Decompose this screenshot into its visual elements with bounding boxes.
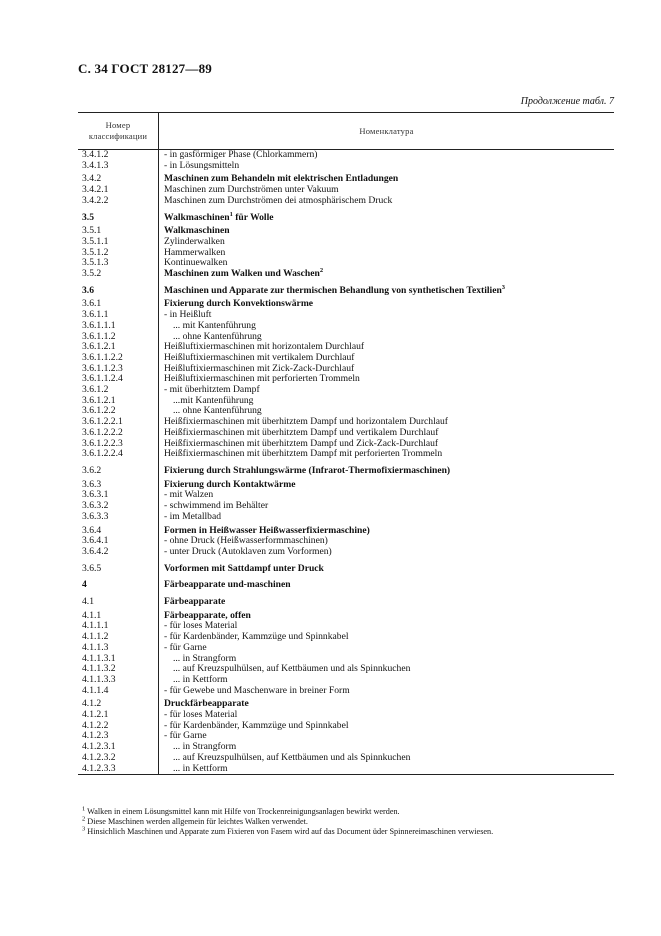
classification-number: 3.6.3.1 — [82, 489, 109, 501]
classification-number: 3.6.1.2.1 — [82, 394, 116, 406]
nomenclature-item — [159, 161, 614, 172]
nomenclature-item — [159, 580, 614, 591]
classification-number: 4.1.2.2 — [82, 719, 109, 731]
nomenclature-item — [159, 196, 614, 207]
footnote — [82, 827, 493, 837]
nomenclature-text: - mit überhitztem Dampf — [164, 384, 260, 396]
nomenclature-text: Fixierung durch Konvektionswärme — [164, 298, 314, 310]
nomenclature-text: Walkmaschinen — [164, 225, 230, 237]
classification-number: 3.4.2.1 — [82, 184, 109, 196]
classification-number: 3.6.1.1.2.2 — [82, 351, 123, 363]
nomenclature-text: Heißluftixiermaschinen mit horizontalem Durchlauf — [164, 341, 365, 353]
nomenclature-item — [159, 283, 614, 297]
classification-number: 3.6.3 — [82, 478, 102, 490]
nomenclature-text-suffix: für Wolle — [232, 211, 274, 223]
classification-number: 3.6 — [82, 284, 94, 296]
nomenclature-text: Heißluftixiermaschinen mit perforierten Trommeln — [164, 373, 360, 385]
nomenclature-text: - in gasförmiger Phase (Chlorkammern) — [164, 149, 318, 160]
classification-number: 3.4.2 — [82, 173, 102, 185]
classification-number: 3.4.2.2 — [82, 194, 109, 206]
classification-number: 3.5.1.1 — [82, 235, 109, 247]
classification-number: 3.5.1 — [82, 225, 102, 237]
nomenclature-item — [159, 299, 614, 310]
nomenclature-text: - ohne Druck (Heißwasserformmaschinen) — [164, 535, 328, 547]
classification-number: 3.6.4.1 — [82, 535, 109, 547]
classification-number: 3.6.1.2.2.2 — [82, 426, 123, 438]
classification-number: 4.1.2.3.2 — [82, 751, 116, 763]
classification-number: 3.6.1 — [82, 298, 102, 310]
classification-number: 3.4.1.3 — [82, 159, 109, 171]
footnote-marker: 3 — [501, 283, 506, 291]
nomenclature-text: - im Metallbad — [164, 510, 222, 522]
nomenclature-item — [159, 501, 614, 512]
nomenclature-text: - schwimmend im Behälter — [164, 500, 269, 512]
nomenclature-text: Vorformen mit Sattdampf unter Druck — [164, 562, 324, 574]
table-continued-label: Продолжение табл. 7 — [520, 96, 614, 107]
nomenclature-item — [159, 226, 614, 237]
classification-number: 4.1.1.1 — [82, 620, 109, 632]
nomenclature-item — [159, 321, 614, 332]
classification-number: 4.1.1.4 — [82, 684, 109, 696]
nomenclature-text: Maschinen zum Walken und Waschen — [164, 268, 320, 280]
nomenclature-text: Färbeapparate, offen — [164, 609, 251, 621]
nomenclature-text: Zylinderwalken — [164, 235, 225, 247]
footnote-text: Walken in einem Lösungsmittel kann mit Hilfe von Trockenreinigungsanlagen bewirkt werden. — [85, 807, 400, 816]
classification-number: 3.6.1.2.2.3 — [82, 437, 123, 449]
nomenclature-text: Formen in Heißwasser Heißwasserfixiermaschine) — [164, 524, 370, 536]
nomenclature-text: ... in Strangform — [173, 741, 237, 753]
nomenclature-item — [159, 547, 614, 558]
nomenclature-text: - unter Druck (Autoklaven zum Vorformen) — [164, 545, 332, 557]
nomenclature-text: ... ohne Kantenführung — [173, 405, 262, 417]
footnote-mark: 1 — [82, 805, 86, 813]
nomenclature-text: ... ohne Kantenführung — [173, 330, 262, 342]
classification-number: 3.4.1.2 — [82, 149, 109, 160]
nomenclature-text: - in Lösungsmitteln — [164, 159, 240, 171]
nomenclature-text: Fixierung durch Kontaktwärme — [164, 478, 296, 490]
classification-number: 3.6.1.1.2.3 — [82, 362, 123, 374]
header-nomenclature-column: Номенклатура — [359, 126, 414, 136]
nomenclature-text: Kontinuewalken — [164, 257, 228, 269]
nomenclature-text: ...mit Kantenführung — [173, 394, 254, 406]
footnote-text: Diese Maschinen werden allgemein für leichtes Walken verwendet. — [85, 817, 308, 826]
nomenclature-text: Färbeapparate und-maschinen — [164, 579, 291, 591]
nomenclature-text: Hammerwalken — [164, 246, 226, 258]
nomenclature-text: ... in Kettform — [173, 762, 228, 774]
classification-number: 4.1 — [82, 596, 94, 608]
nomenclature-text: Maschinen zum Durchströmen dei atmosphärischem Druck — [164, 194, 393, 206]
header-number-line2: классификации — [88, 131, 148, 141]
nomenclature-text: - für loses Material — [164, 709, 238, 721]
classification-number: 4.1.1.3.3 — [82, 673, 116, 685]
classification-number: 3.6.5 — [82, 562, 102, 574]
nomenclature-item — [159, 643, 614, 654]
footnote-mark: 3 — [82, 825, 86, 833]
nomenclature-text: - für loses Material — [164, 620, 238, 632]
nomenclature-text: - für Garne — [164, 730, 207, 742]
nomenclature-item — [159, 721, 614, 732]
classification-number: 3.6.3.2 — [82, 500, 109, 512]
classification-number: 3.6.1.2.2.4 — [82, 448, 123, 460]
classification-number: 4.1.2.1 — [82, 709, 109, 721]
nomenclature-column — [159, 150, 614, 774]
classification-number: 3.6.4 — [82, 524, 102, 536]
nomenclature-item — [159, 480, 614, 491]
table-header — [78, 112, 614, 150]
nomenclature-text: Färbeapparate — [164, 596, 226, 608]
classification-number: 3.6.1.1.1 — [82, 319, 116, 331]
footnotes — [82, 807, 493, 837]
nomenclature-item — [159, 597, 614, 608]
classification-table — [78, 112, 614, 775]
classification-number: 4.1.2 — [82, 698, 102, 710]
classification-number: 4.1.1.2 — [82, 631, 109, 643]
classification-number: 3.5.1.3 — [82, 257, 109, 269]
nomenclature-text: Maschinen zum Durchströmen unter Vakuum — [164, 184, 339, 196]
nomenclature-text: Heißfixiermaschinen mit überhitztem Dampf und Zick-Zack-Durchlauf — [164, 437, 439, 449]
nomenclature-text: - mit Walzen — [164, 489, 214, 501]
nomenclature-text: - für Garne — [164, 641, 207, 653]
nomenclature-text: Heißfixiermaschinen mit überhitztem Dampf und horizontalem Durchlauf — [164, 416, 448, 428]
nomenclature-item — [159, 632, 614, 643]
nomenclature-item — [159, 564, 614, 575]
footnote-text: Hinsichlich Maschinen und Apparate zum Fixieren von Fasem wird auf das Document üder Spinnereimaschinen verwiesen. — [85, 827, 494, 836]
classification-number: 3.6.2 — [82, 464, 102, 476]
nomenclature-text: - für Kardenbänder, Kammzüge und Spinnkabel — [164, 631, 349, 643]
page-header: С. 34 ГОСТ 28127—89 — [78, 61, 212, 76]
classification-number: 3.6.1.2.2 — [82, 405, 116, 417]
nomenclature-item — [159, 237, 614, 248]
footnote-marker: 1 — [229, 210, 233, 218]
footnote — [82, 817, 493, 827]
nomenclature-text: ... in Kettform — [173, 673, 228, 685]
classification-number: 3.6.1.1.2.4 — [82, 373, 123, 385]
nomenclature-item — [159, 449, 614, 460]
classification-number: 3.5 — [82, 211, 94, 223]
nomenclature-text: ... auf Kreuzspulhülsen, auf Kettbäumen und als Spinnkuchen — [173, 663, 411, 675]
nomenclature-text: Walkmaschinen — [164, 211, 230, 223]
classification-number: 3.5.2 — [82, 268, 102, 280]
nomenclature-text: Heißluftixiermaschinen mit vertikalem Durchlauf — [164, 351, 355, 363]
footnote — [82, 807, 493, 817]
footnote-mark: 2 — [82, 815, 86, 823]
classification-number: 4.1.2.3 — [82, 730, 109, 742]
nomenclature-text: Maschinen und Apparate zur thermischen Behandlung von synthetischen Textilien — [164, 284, 502, 296]
nomenclature-item — [159, 210, 614, 224]
header-number-column — [78, 113, 159, 149]
nomenclature-text: Druckfärbeapparate — [164, 698, 249, 710]
table-body — [78, 150, 614, 775]
nomenclature-text: - in Heißluft — [164, 309, 212, 321]
nomenclature-item — [159, 266, 614, 280]
nomenclature-text: ... auf Kreuzspulhülsen, auf Kettbäumen und als Spinnkuchen — [173, 751, 411, 763]
nomenclature-text: Fixierung durch Strahlungswärme (Infrarot-Thermofixiermaschinen) — [164, 464, 451, 476]
classification-number: 4.1.2.3.1 — [82, 741, 116, 753]
nomenclature-item — [159, 466, 614, 477]
nomenclature-text: ... in Strangform — [173, 652, 237, 664]
nomenclature-item — [159, 753, 614, 764]
classification-number: 4.1.1.3.1 — [82, 652, 116, 664]
classification-number: 3.6.1.2.1 — [82, 341, 116, 353]
classification-number: 3.6.1.2 — [82, 384, 109, 396]
classification-number: 3.6.1.2.2.1 — [82, 416, 123, 428]
nomenclature-text: Maschinen zum Behandeln mit elektrischen Entladungen — [164, 173, 399, 185]
nomenclature-text: - für Kardenbänder, Kammzüge und Spinnkabel — [164, 719, 349, 731]
nomenclature-text: Heißluftixiermaschinen mit Zick-Zack-Durchlauf — [164, 362, 355, 374]
header-number-line1: Номер — [105, 120, 131, 130]
classification-number: 3.5.1.2 — [82, 246, 109, 258]
nomenclature-item — [159, 512, 614, 523]
classification-number: 4 — [82, 579, 87, 591]
classification-number: 3.6.3.3 — [82, 510, 109, 522]
nomenclature-text: ... mit Kantenführung — [173, 319, 256, 331]
nomenclature-text: Heißfixiermaschinen mit überhitztem Dampf und vertikalem Durchlauf — [164, 426, 439, 438]
number-column — [78, 150, 159, 774]
classification-number: 3.6.1.1 — [82, 309, 109, 321]
classification-number: 4.1.1.3 — [82, 641, 109, 653]
classification-number: 3.6.4.2 — [82, 545, 109, 557]
nomenclature-item — [159, 764, 614, 775]
footnote-marker: 2 — [319, 266, 324, 274]
classification-number: 4.1.1 — [82, 609, 102, 621]
classification-number: 3.6.1.1.2 — [82, 330, 116, 342]
nomenclature-text: - für Gewebe und Maschenware in breiner Form — [164, 684, 350, 696]
nomenclature-item — [159, 686, 614, 697]
nomenclature-text: Heißfixiermaschinen mit überhitztem Dampf mit perforierten Trommeln — [164, 448, 443, 460]
classification-number: 4.1.2.3.3 — [82, 762, 116, 774]
classification-number: 4.1.1.3.2 — [82, 663, 116, 675]
